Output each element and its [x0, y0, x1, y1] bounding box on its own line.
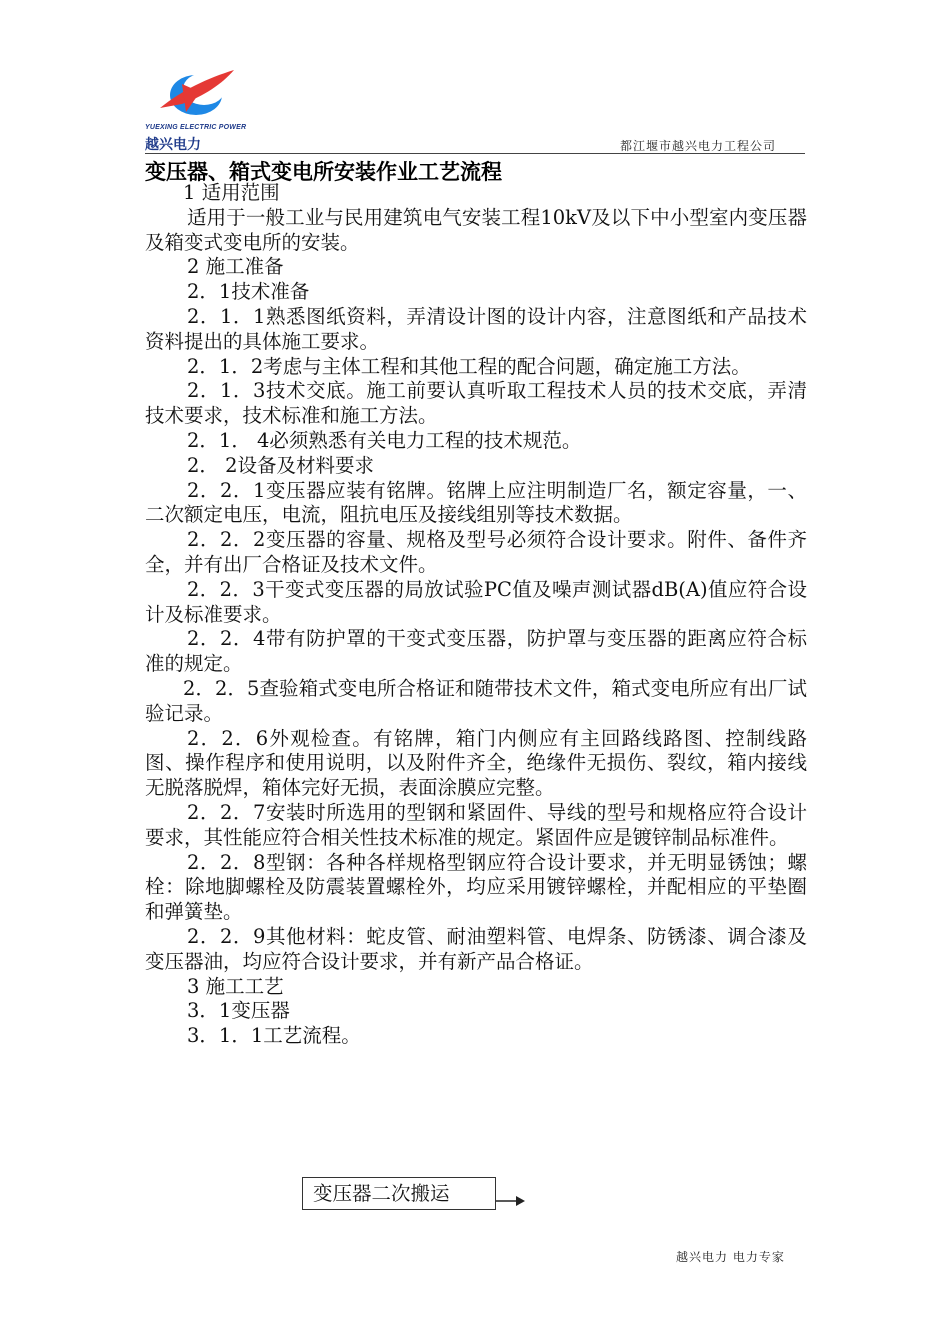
arrow-right-icon — [496, 1195, 526, 1207]
section-heading: 1 适用范围 — [183, 181, 280, 204]
paragraph: 2．2．1变压器应装有铭牌。铭牌上应注明制造厂名，额定容量，一、二次额定电压，电流，阻抗电压及接线组别等技术数据。 — [145, 478, 807, 527]
section-heading: 3 施工工艺 — [187, 974, 284, 998]
paragraph: 2．1．2考虑与主体工程和其他工程的配合问题，确定施工方法。 — [187, 354, 751, 378]
header-divider — [145, 153, 805, 154]
subsection-heading: 2． 2设备及材料要求 — [187, 453, 375, 477]
paragraph: 2．2．2变压器的容量、规格及型号必须符合设计要求。附件、备件齐全，并有出厂合格证及技术文件。 — [145, 528, 807, 576]
paragraph: 2．2．7安装时所选用的型钢和紧固件、导线的型号和规格应符合设计要求，其性能应符合相关性技术标准的规定。紧固件应是镀锌制品标准件。 — [145, 800, 807, 849]
page-footer: 越兴电力 电力专家 — [676, 1250, 785, 1264]
subsection-heading: 2．1技术准备 — [187, 280, 310, 304]
paragraph: 2．2．6外观检查。有铭牌，箱门内侧应有主回路线路图、控制线路图、操作程序和使用说明，以及附件齐全，绝缘件无损伤、裂纹，箱内接线无脱落脱焊，箱体完好无损，表面涂膜应完整。 — [145, 726, 807, 800]
logo-english-name: YUEXING ELECTRIC POWER — [145, 124, 247, 131]
flowchart-step: 变压器二次搬运 — [302, 1177, 496, 1210]
paragraph: 2．2．4带有防护罩的干变式变压器，防护罩与变压器的距离应符合标准的规定。 — [145, 627, 807, 676]
paragraph: 2．1． 4必须熟悉有关电力工程的技术规范。 — [187, 428, 582, 452]
paragraph: 2．2．3干变式变压器的局放试验PC值及噪声测试器dB(A)值应符合设计及标准要求。 — [145, 577, 807, 626]
paragraph: 2．1．3技术交底。施工前要认真听取工程技术人员的技术交底，弄清技术要求，技术标准和施工方法。 — [145, 379, 807, 428]
section-heading: 2 施工准备 — [187, 255, 284, 279]
subsection-heading: 3．1变压器 — [187, 999, 290, 1023]
document-body — [145, 181, 807, 1049]
paragraph: 2．2．5查验箱式变电所合格证和随带技术文件，箱式变电所应有出厂试验记录。 — [145, 676, 807, 725]
paragraph: 适用于一般工业与民用建筑电气安装工程10kV及以下中小型室内变压器及箱变式变电所的安装。 — [145, 205, 807, 254]
document-title: 变压器、箱式变电所安装作业工艺流程 — [145, 159, 502, 184]
logo-chinese-name: 越兴电力 — [145, 137, 201, 153]
paragraph: 3．1．1工艺流程。 — [187, 1024, 361, 1048]
paragraph: 2．2．9其他材料：蛇皮管、耐油塑料管、电焊条、防锈漆、调合漆及变压器油，均应符合设计要求，并有新产品合格证。 — [145, 924, 807, 973]
paragraph: 2．2．8型钢：各种各样规格型钢应符合设计要求，并无明显锈蚀；螺栓：除地脚螺栓及防震装置螺栓外，均应采用镀锌螺栓，并配相应的平垫圈和弹簧垫。 — [145, 850, 807, 924]
paragraph: 2．1．1熟悉图纸资料，弄清设计图的设计内容，注意图纸和产品技术资料提出的具体施工要求。 — [145, 304, 807, 353]
header-company-name: 都江堰市越兴电力工程公司 — [620, 139, 777, 153]
